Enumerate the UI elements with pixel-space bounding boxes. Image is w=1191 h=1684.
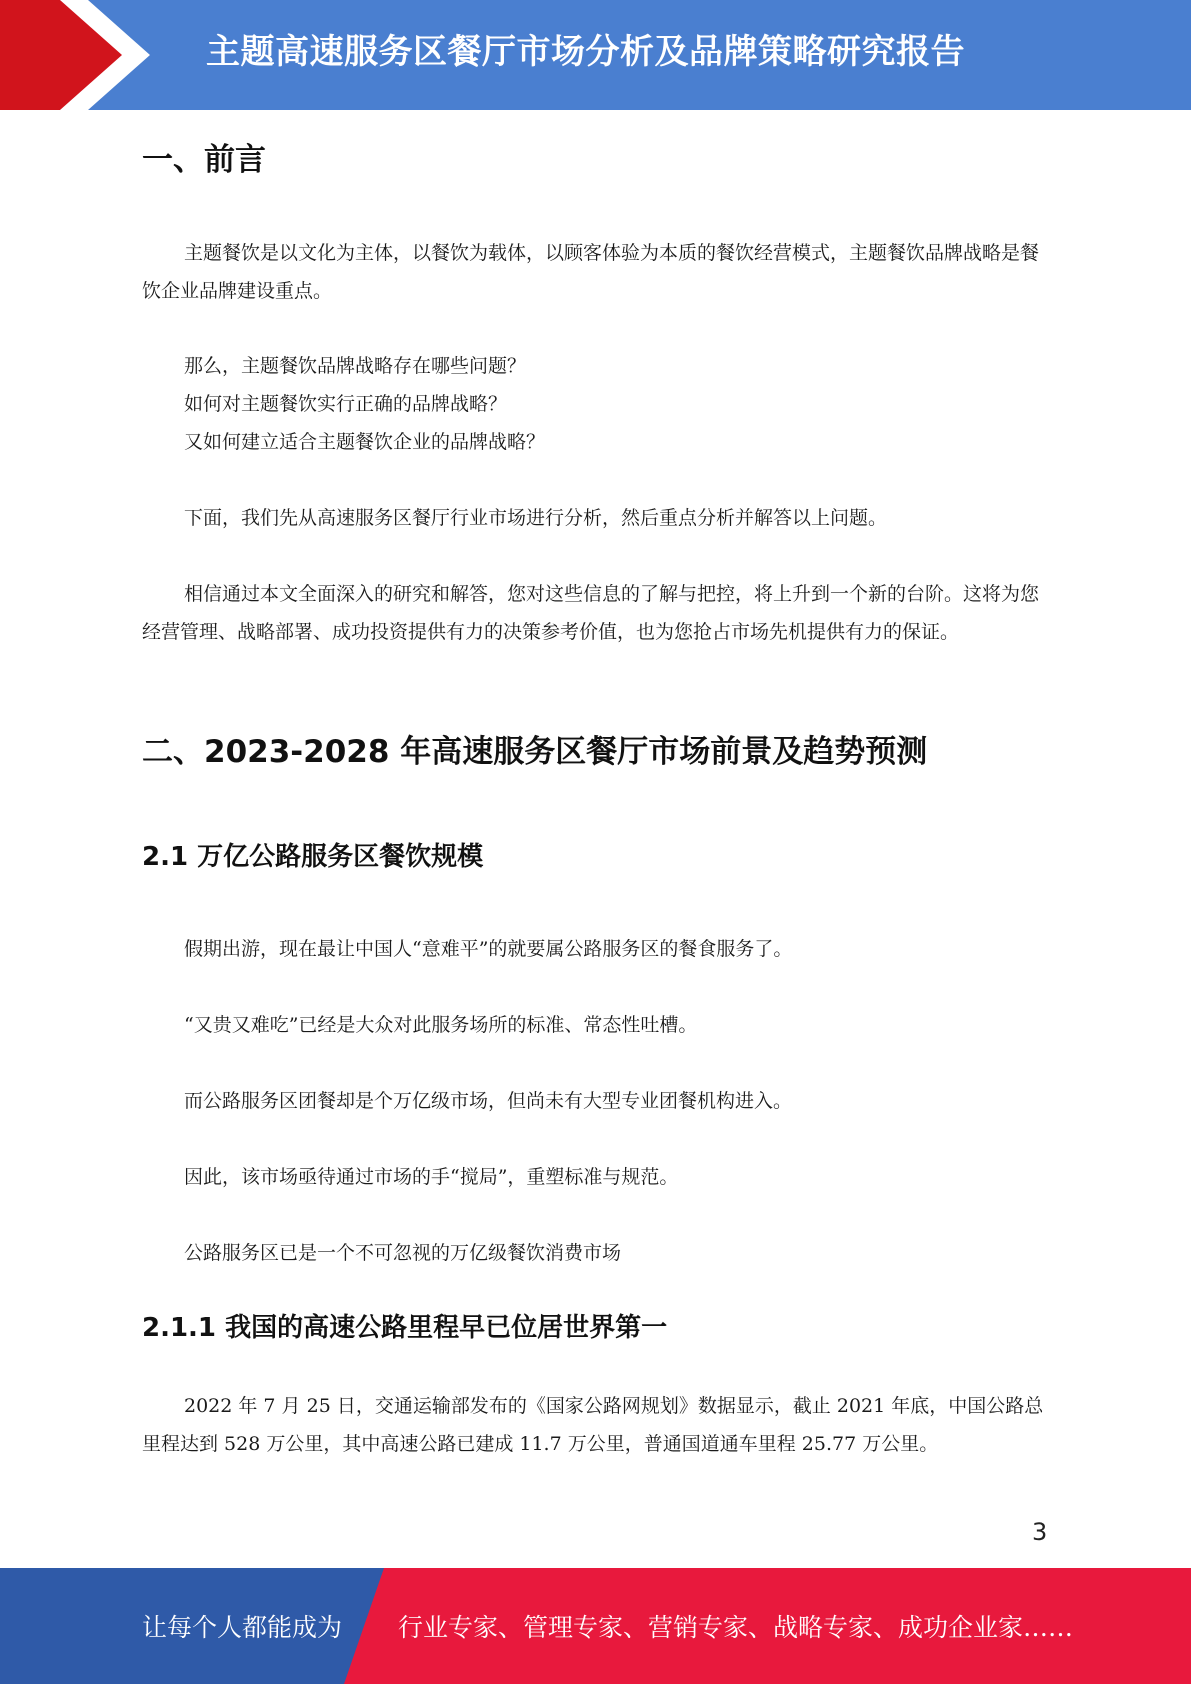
report-title: 主题高速服务区餐厅市场分析及品牌策略研究报告 xyxy=(206,32,965,72)
footer-slogan-right: 行业专家、管理专家、营销专家、战略专家、成功企业家…… xyxy=(398,1613,1074,1642)
subsection-2-1-line-1: 假期出游，现在最让中国人“意难平”的就要属公路服务区的餐食服务了。 xyxy=(184,938,793,960)
subsection-2-1-line-3: 而公路服务区团餐却是个万亿级市场，但尚未有大型专业团餐机构进入。 xyxy=(184,1090,793,1112)
section-heading-preface: 一、前言 xyxy=(142,142,266,178)
subsection-2-1-1-paragraph: 2022 年 7 月 25 日，交通运输部发布的《国家公路网规划》数据显示，截止 2021 年底，中国公路总里程达到 528 万公里，其中高速公路已建成 11.7 万公里，普通国道通车里程 25.77 万公里。 xyxy=(142,1395,1044,1455)
preface-question-1: 那么，主题餐饮品牌战略存在哪些问题？ xyxy=(184,355,527,377)
preface-paragraph-3: 相信通过本文全面深入的研究和解答，您对这些信息的了解与把控，将上升到一个新的台阶。这将为您经营管理、战略部署、成功投资提供有力的决策参考价值，也为您抢占市场先机提供有力的保证。 xyxy=(142,583,1040,643)
subsection-heading-2-1: 2.1 万亿公路服务区餐饮规模 xyxy=(142,842,484,872)
page-footer xyxy=(0,1568,1191,1684)
subsection-2-1-line-4: 因此，该市场亟待通过市场的手“搅局”，重塑标准与规范。 xyxy=(184,1166,679,1188)
section-heading-forecast: 二、2023-2028 年高速服务区餐厅市场前景及趋势预测 xyxy=(142,734,928,770)
subsection-2-1-line-5: 公路服务区已是一个不可忽视的万亿级餐饮消费市场 xyxy=(184,1242,622,1264)
preface-question-3: 又如何建立适合主题餐饮企业的品牌战略？ xyxy=(184,431,546,453)
footer-slogan-left: 让每个人都能成为 xyxy=(142,1613,343,1642)
subsection-heading-2-1-1: 2.1.1 我国的高速公路里程早已位居世界第一 xyxy=(142,1313,668,1343)
page-number: 3 xyxy=(1032,1518,1048,1546)
subsection-2-1-line-2: “又贵又难吃”已经是大众对此服务场所的标准、常态性吐槽。 xyxy=(184,1014,698,1036)
preface-paragraph-2: 下面，我们先从高速服务区餐厅行业市场进行分析，然后重点分析并解答以上问题。 xyxy=(184,507,888,529)
preface-paragraph-1: 主题餐饮是以文化为主体，以餐饮为载体，以顾客体验为本质的餐饮经营模式，主题餐饮品牌战略是餐饮企业品牌建设重点。 xyxy=(142,242,1040,302)
preface-question-2: 如何对主题餐饮实行正确的品牌战略？ xyxy=(184,393,508,415)
